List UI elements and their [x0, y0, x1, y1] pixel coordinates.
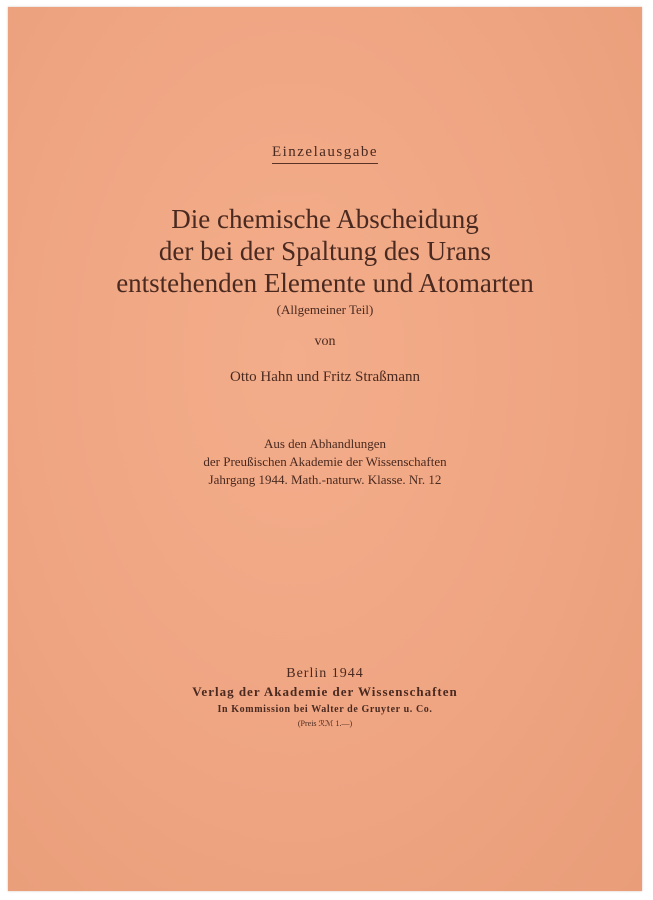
imprint-commission: In Kommission bei Walter de Gruyter u. Co. — [217, 704, 433, 715]
series-label — [8, 144, 642, 164]
title-line-3: entstehenden Elemente und Atomarten — [116, 268, 534, 298]
imprint-price: (Preis ℛℳ 1.—) — [297, 719, 353, 728]
source-line-2: der Preußischen Akademie der Wissenschaften — [203, 454, 447, 469]
imprint-publisher: Verlag der Akademie der Wissenschaften — [192, 684, 458, 699]
series-label-text: Einzelausgabe — [272, 144, 378, 164]
imprint-city-year: Berlin 1944 — [286, 666, 364, 681]
document-cover — [8, 7, 642, 891]
title-line-2: der bei der Spaltung des Urans — [158, 236, 492, 266]
subtitle: (Allgemeiner Teil) — [276, 302, 374, 317]
title-line-1: Die chemische Abscheidung — [171, 204, 479, 234]
by-label: von — [314, 334, 336, 349]
authors: Otto Hahn und Fritz Straßmann — [230, 369, 420, 385]
source-line-3: Jahrgang 1944. Math.-naturw. Klasse. Nr. 12 — [208, 472, 442, 487]
source-line-1: Aus den Abhandlungen — [263, 436, 387, 451]
